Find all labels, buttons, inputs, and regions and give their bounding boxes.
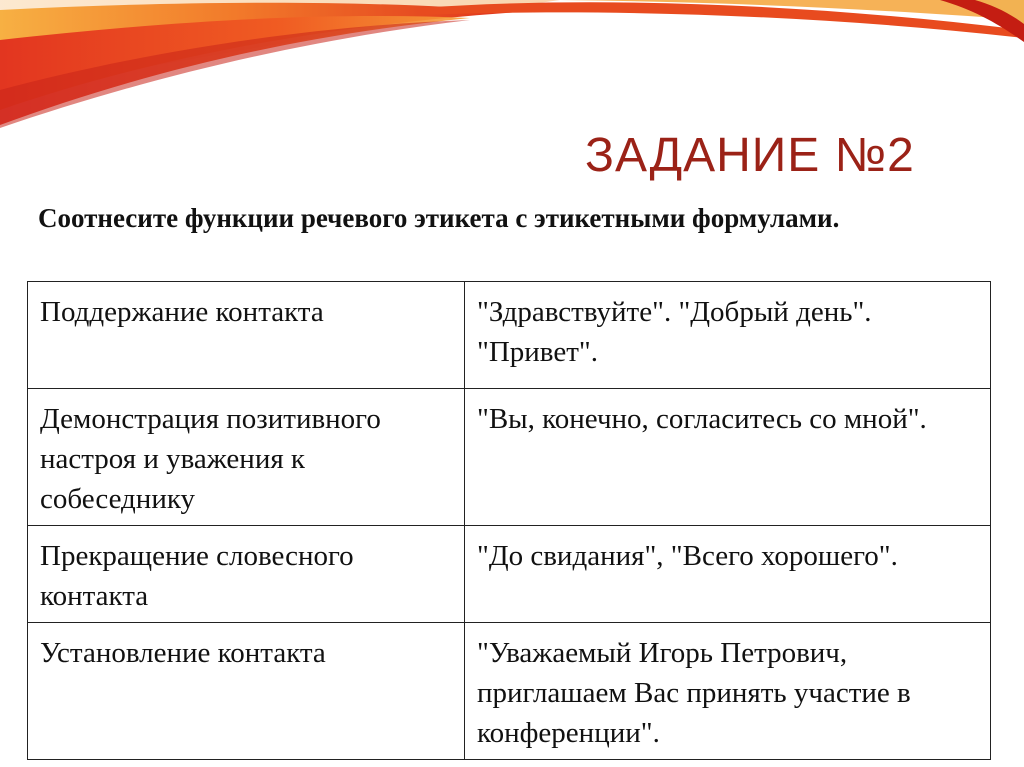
slide-title: ЗАДАНИЕ №2 [585,129,915,182]
formula-cell: "Здравствуйте". "Добрый день". "Привет". [465,282,991,389]
function-cell: Прекращение словесного контакта [28,526,465,623]
table-row [28,282,991,389]
table-row [28,526,991,623]
formula-cell: "Уважаемый Игорь Петрович, приглашаем Вас принять участие в конференции". [465,623,991,760]
task-instruction: Соотнесите функции речевого этикета с этикетными формулами. [38,203,840,233]
table-row [28,623,991,760]
formula-cell: "До свидания", "Всего хорошего". [465,526,991,623]
function-cell: Установление контакта [28,623,465,760]
formula-cell: "Вы, конечно, согласитесь со мной". [465,389,991,526]
etiquette-table [27,281,991,760]
function-cell: Демонстрация позитивного настроя и уважения к собеседнику [28,389,465,526]
function-cell: Поддержание контакта [28,282,465,389]
table-row [28,389,991,526]
decorative-swoosh-banner [0,0,1024,130]
